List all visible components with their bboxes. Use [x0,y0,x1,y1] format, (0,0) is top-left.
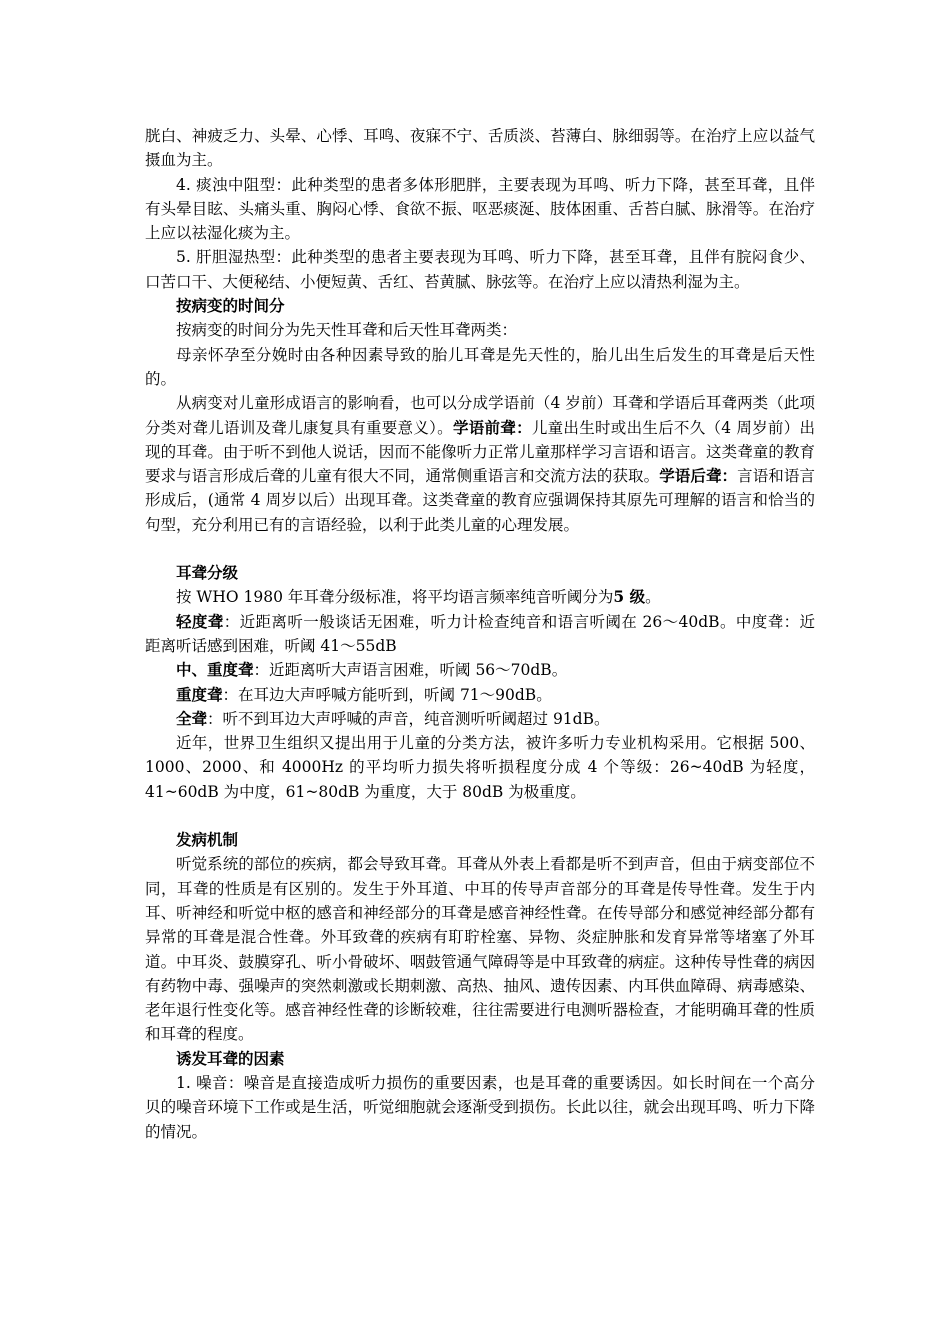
paragraph-who-standard [145,585,815,609]
paragraph-total [145,707,815,731]
spacer [145,537,815,561]
paragraph-noise: 1. 噪音：噪音是直接造成听力损伤的重要因素，也是耳聋的重要诱因。如长时间在一个高分贝的噪音环境下工作或是生活，听觉细胞就会逐渐受到损伤。长此以往，就会出现耳鸣、听力下降的情况。 [145,1073,815,1141]
spacer [145,804,815,828]
term-moderately-severe: 中、重度聋 [176,660,254,680]
text-segment: ：听不到耳边大声呼喊的声音，纯音测听听阈超过 91dB。 [207,709,610,728]
paragraph-moderately-severe [145,658,815,682]
text-segment: 儿童出生时或出生后不久（4 周岁前）出现的耳聋。由于听不到他人说话，因而不能像听力正常儿童那样学习言语和语言。这类聋童的教育要求与语言形成后聋的儿童有很大不同，通常侧重语言和交流方法的获取。 [145,418,815,486]
term-postlingual: 学语后聋： [659,466,738,486]
heading-grading: 耳聋分级 [176,563,239,583]
text-segment: ：在耳边大声呼喊方能听到，听阈 71～90dB。 [222,685,552,704]
text-segment: 按 WHO 1980 年耳聋分级标准，将平均语言频率纯音听阈分为 [176,588,614,607]
paragraph-qi-blood: 胱白、神疲乏力、头晕、心悸、耳鸣、夜寐不宁、舌质淡、苔薄白、脉细弱等。在治疗上应以益气摄血为主。 [145,127,815,170]
paragraph-mild [145,610,815,659]
term-mild: 轻度聋 [176,611,224,631]
heading-mechanism: 发病机制 [176,830,239,850]
term-prelingual: 学语前聋： [452,417,532,437]
text-segment: 从病变对儿童形成语言的影响看，也可以分成学语前（4 岁前）耳聋和学语后耳聋两类（此项分类对聋儿语训及聋儿康复具有重要意义）。 [145,394,815,437]
term-five-levels: 5 级 [613,587,646,607]
paragraph-liver-gallbladder-type: 5. 肝胆湿热型：此种类型的患者主要表现为耳鸣、听力下降，甚至耳聋，且伴有脘闷食少、口苦口干、大便秘结、小便短黄、舌红、苔黄腻、脉弦等。在治疗上应以清热利湿为主。 [145,248,815,291]
paragraph-mechanism: 听觉系统的部位的疾病，都会导致耳聋。耳聋从外表上看都是听不到声音，但由于病变部位不同，耳聋的性质是有区别的。发生于外耳道、中耳的传导声音部分的耳聋是传导性聋。发生于内耳、听神经和听觉中枢的感音和神经部分的耳聋是感音神经性聋。在传导部分和感觉神经部分都有异常的耳聋是混合性聋。外耳致聋的疾病有耵聍栓塞、异物、炎症肿胀和发育异常等堵塞了外耳道。中耳炎、鼓膜穿孔、听小骨破坏、咽鼓管通气障碍等是中耳致聋的病症。这种传导性聋的病因有药物中毒、强噪声的突然刺激或长期刺激、高热、抽风、遗传因素、内耳供血障碍、病毒感染、老年退行性变化等。感音神经性聋的诊断较难，往往需要进行电测听器检查，才能明确耳聋的性质和耳聋的程度。 [145,855,815,1044]
text-segment: ：近距离听一般谈话无困难，听力计检查纯音和语言听阈在 26～40dB。中度聋：近距离听话感到困难，听阈 41～55dB [145,612,815,655]
term-total: 全聋 [176,708,208,728]
paragraph-severe [145,683,815,707]
paragraph-time-intro: 按病变的时间分为先天性耳聋和后天性耳聋两类： [176,321,518,340]
text-segment: 言语和语言形成后，(通常 4 周岁以后）出现耳聋。这类聋童的教育应强调保持其原先可理解的语言和恰当的句型，充分利用已有的言语经验，以利于此类儿童的心理发展。 [145,467,815,534]
heading-causes: 诱发耳聋的因素 [176,1048,285,1068]
heading-by-time: 按病变的时间分 [176,296,285,316]
paragraph-children-classification: 近年，世界卫生组织又提出用于儿童的分类方法，被许多听力专业机构采用。它根据 500、1000、2000、和 4000Hz 的平均听力损失将听损程度分成 4 个等级：26~40dB 为轻度，41~60dB 为中度，61~80dB 为重度，大于 80dB 为极重度。 [145,734,815,801]
document-body [145,124,815,1144]
paragraph-congenital: 母亲怀孕至分娩时由各种因素导致的胎儿耳聋是先天性的，胎儿出生后发生的耳聋是后天性的。 [145,345,815,388]
paragraph-language-stage [145,391,815,537]
paragraph-phlegm-type: 4. 痰浊中阻型：此种类型的患者多体形肥胖，主要表现为耳鸣、听力下降，甚至耳聋，且伴有头晕目眩、头痛头重、胸闷心悸、食欲不振、呕恶痰涎、肢体困重、舌苔白腻、脉滑等。在治疗上应以祛湿化痰为主。 [145,175,815,243]
text-segment: 。 [645,588,661,607]
text-segment: ：近距离听大声语言困难，听阈 56～70dB。 [253,661,568,680]
term-severe: 重度聋 [176,684,223,704]
